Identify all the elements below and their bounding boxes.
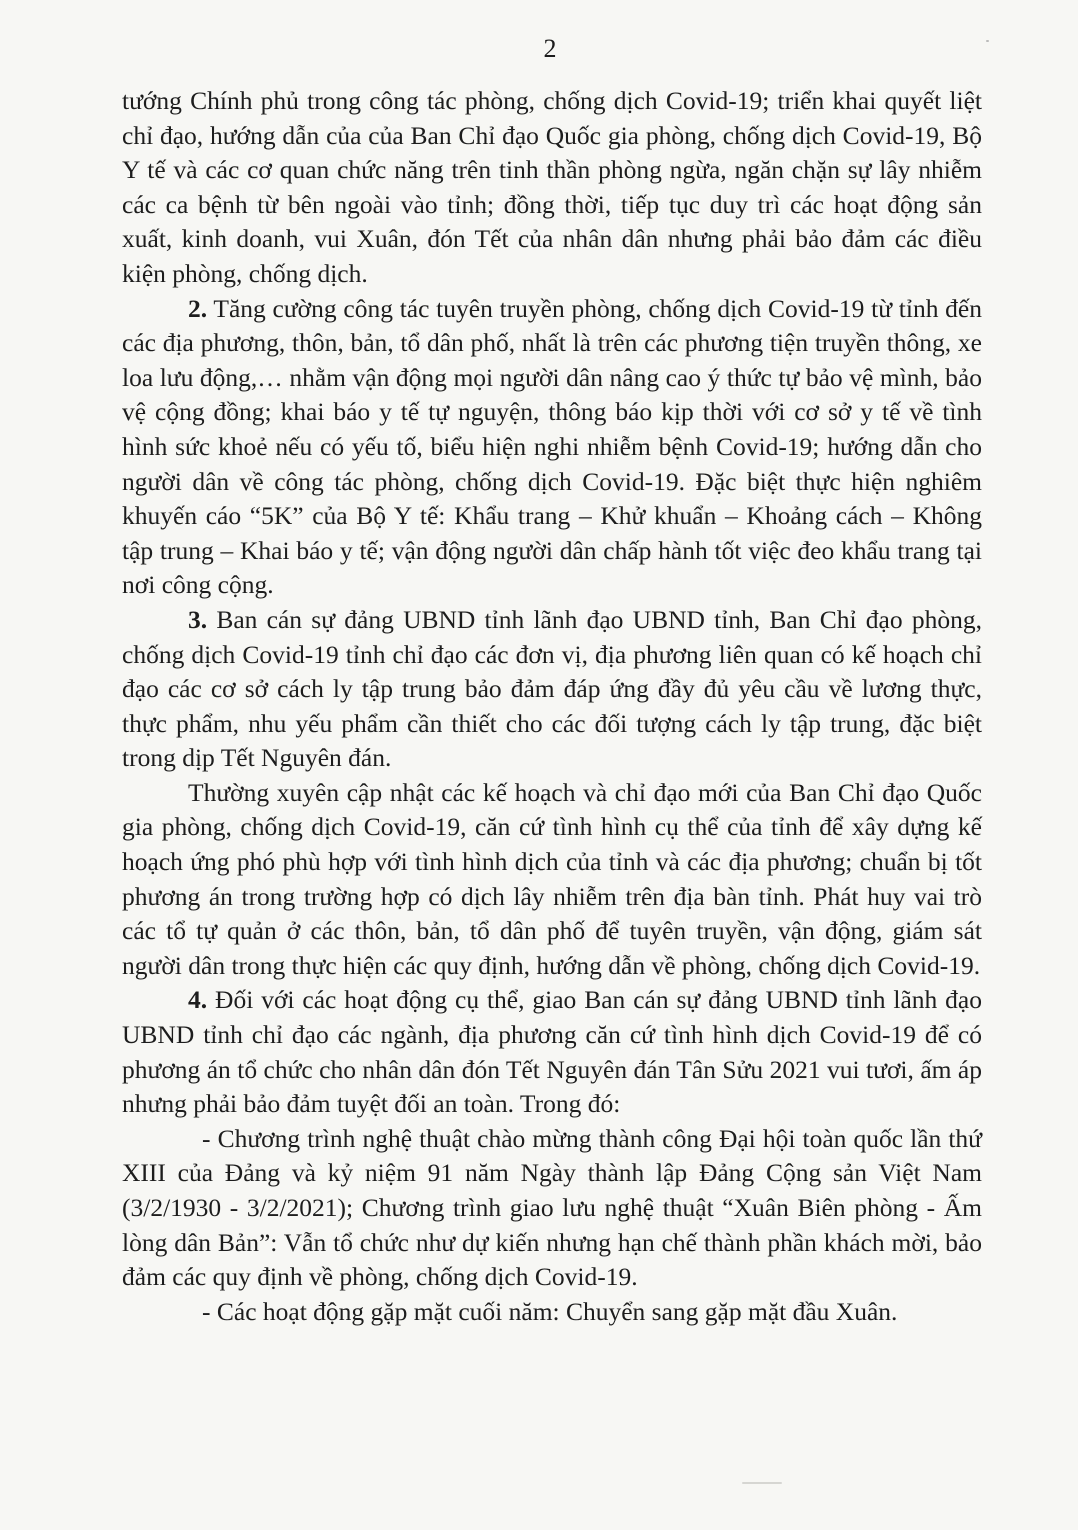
paragraph-text: Đối với các hoạt động cụ thể, giao Ban cán sự đảng UBND tỉnh lãnh đạo UBND tỉnh chỉ đạo các ngành, địa phương căn cứ tình hình dịch Covid-19 để có phương án tổ chức cho nhân dân đón Tết Nguyên đán Tân Sửu 2021 vui tươi, ấm áp nhưng phải bảo đảm tuyệt đối an toàn. Trong đó: [122,985,982,1119]
paragraph-text: Thường xuyên cập nhật các kế hoạch và chỉ đạo mới của Ban Chỉ đạo Quốc gia phòng, chống dịch Covid-19, căn cứ tình hình cụ thể của tỉnh để xây dựng kế hoạch ứng phó phù hợp với tình hình dịch của tỉnh và các địa phương; chuẩn bị tốt phương án trong trường hợp có dịch lây nhiễm trên địa bàn tỉnh. Phát huy vai trò các tổ tự quản ở các thôn, bản, tổ dân phố để tuyên truyền, vận động, giám sát người dân trong thực hiện các quy định, hướng dẫn về phòng, chống dịch Covid-19. [122,777,982,980]
paragraph-item-4 [122,983,982,1121]
paragraph-dash-art-program [122,1122,982,1295]
scan-speck [986,40,989,42]
paragraph-text: - Chương trình nghệ thuật chào mừng thành công Đại hội toàn quốc lần thứ XIII của Đảng và kỷ niệm 91 năm Ngày thành lập Đảng Cộng sản Việt Nam (3/2/1930 - 3/2/2021); Chương trình giao lưu nghệ thuật “Xuân Biên phòng - Ấm lòng dân Bản”: Vẫn tổ chức như dự kiến nhưng hạn chế thành phần khách mời, bảo đảm các quy định về phòng, chống dịch Covid-19. [122,1123,982,1292]
paragraph-text: Ban cán sự đảng UBND tỉnh lãnh đạo UBND tỉnh, Ban Chỉ đạo phòng, chống dịch Covid-19 tỉnh chỉ đạo các đơn vị, địa phương liên quan có kế hoạch chỉ đạo các cơ sở cách ly tập trung bảo đảm đáp ứng đầy đủ yêu cầu về lương thực, thực phẩm, nhu yếu phẩm cần thiết cho các đối tượng cách ly tập trung, đặc biệt trong dịp Tết Nguyên đán. [122,604,982,773]
paragraph-continuation [122,84,982,292]
paragraph-number: 4. [188,985,208,1015]
document-body [122,84,982,1329]
paragraph-text: Tăng cường công tác tuyên truyền phòng, chống dịch Covid-19 từ tỉnh đến các địa phương, thôn, bản, tổ dân phố, nhất là trên các phương tiện truyền thông, xe loa lưu động,… nhằm vận động mọi người dân nâng cao ý thức tự bảo vệ mình, bảo vệ cộng đồng; khai báo y tế tự nguyện, thông báo kịp thời với cơ sở y tế về tình hình sức khoẻ nếu có yếu tố, biểu hiện nghi nhiễm bệnh Covid-19; hướng dẫn cho người dân về công tác phòng, chống dịch Covid-19. Đặc biệt thực hiện nghiêm khuyến cáo “5K” của Bộ Y tế: Khẩu trang – Khử khuẩn – Khoảng cách – Không tập trung – Khai báo y tế; vận động người dân chấp hành tốt việc đeo khẩu trang tại nơi công cộng. [122,293,982,600]
page-number: 2 [543,34,557,63]
paragraph-text: - Các hoạt động gặp mặt cuối năm: Chuyển sang gặp mặt đầu Xuân. [202,1296,898,1326]
paragraph-dash-year-end-meetings [122,1295,982,1330]
scan-speck [742,1482,782,1484]
paragraph-text: tướng Chính phủ trong công tác phòng, chống dịch Covid-19; triển khai quyết liệt chỉ đạo, hướng dẫn của của Ban Chỉ đạo Quốc gia phòng, chống dịch Covid-19, Bộ Y tế và các cơ quan chức năng trên tinh thần phòng ngừa, ngăn chặn sự lây nhiễm các ca bệnh từ bên ngoài vào tỉnh; đồng thời, tiếp tục duy trì các hoạt động sản xuất, kinh doanh, vui Xuân, đón Tết của nhân dân nhưng phải bảo đảm các điều kiện phòng, chống dịch. [122,86,982,288]
paragraph-update-plans [122,776,982,984]
paragraph-item-2 [122,292,982,603]
paragraph-number: 3. [188,604,208,634]
paragraph-number: 2. [188,293,208,323]
paragraph-item-3 [122,603,982,776]
